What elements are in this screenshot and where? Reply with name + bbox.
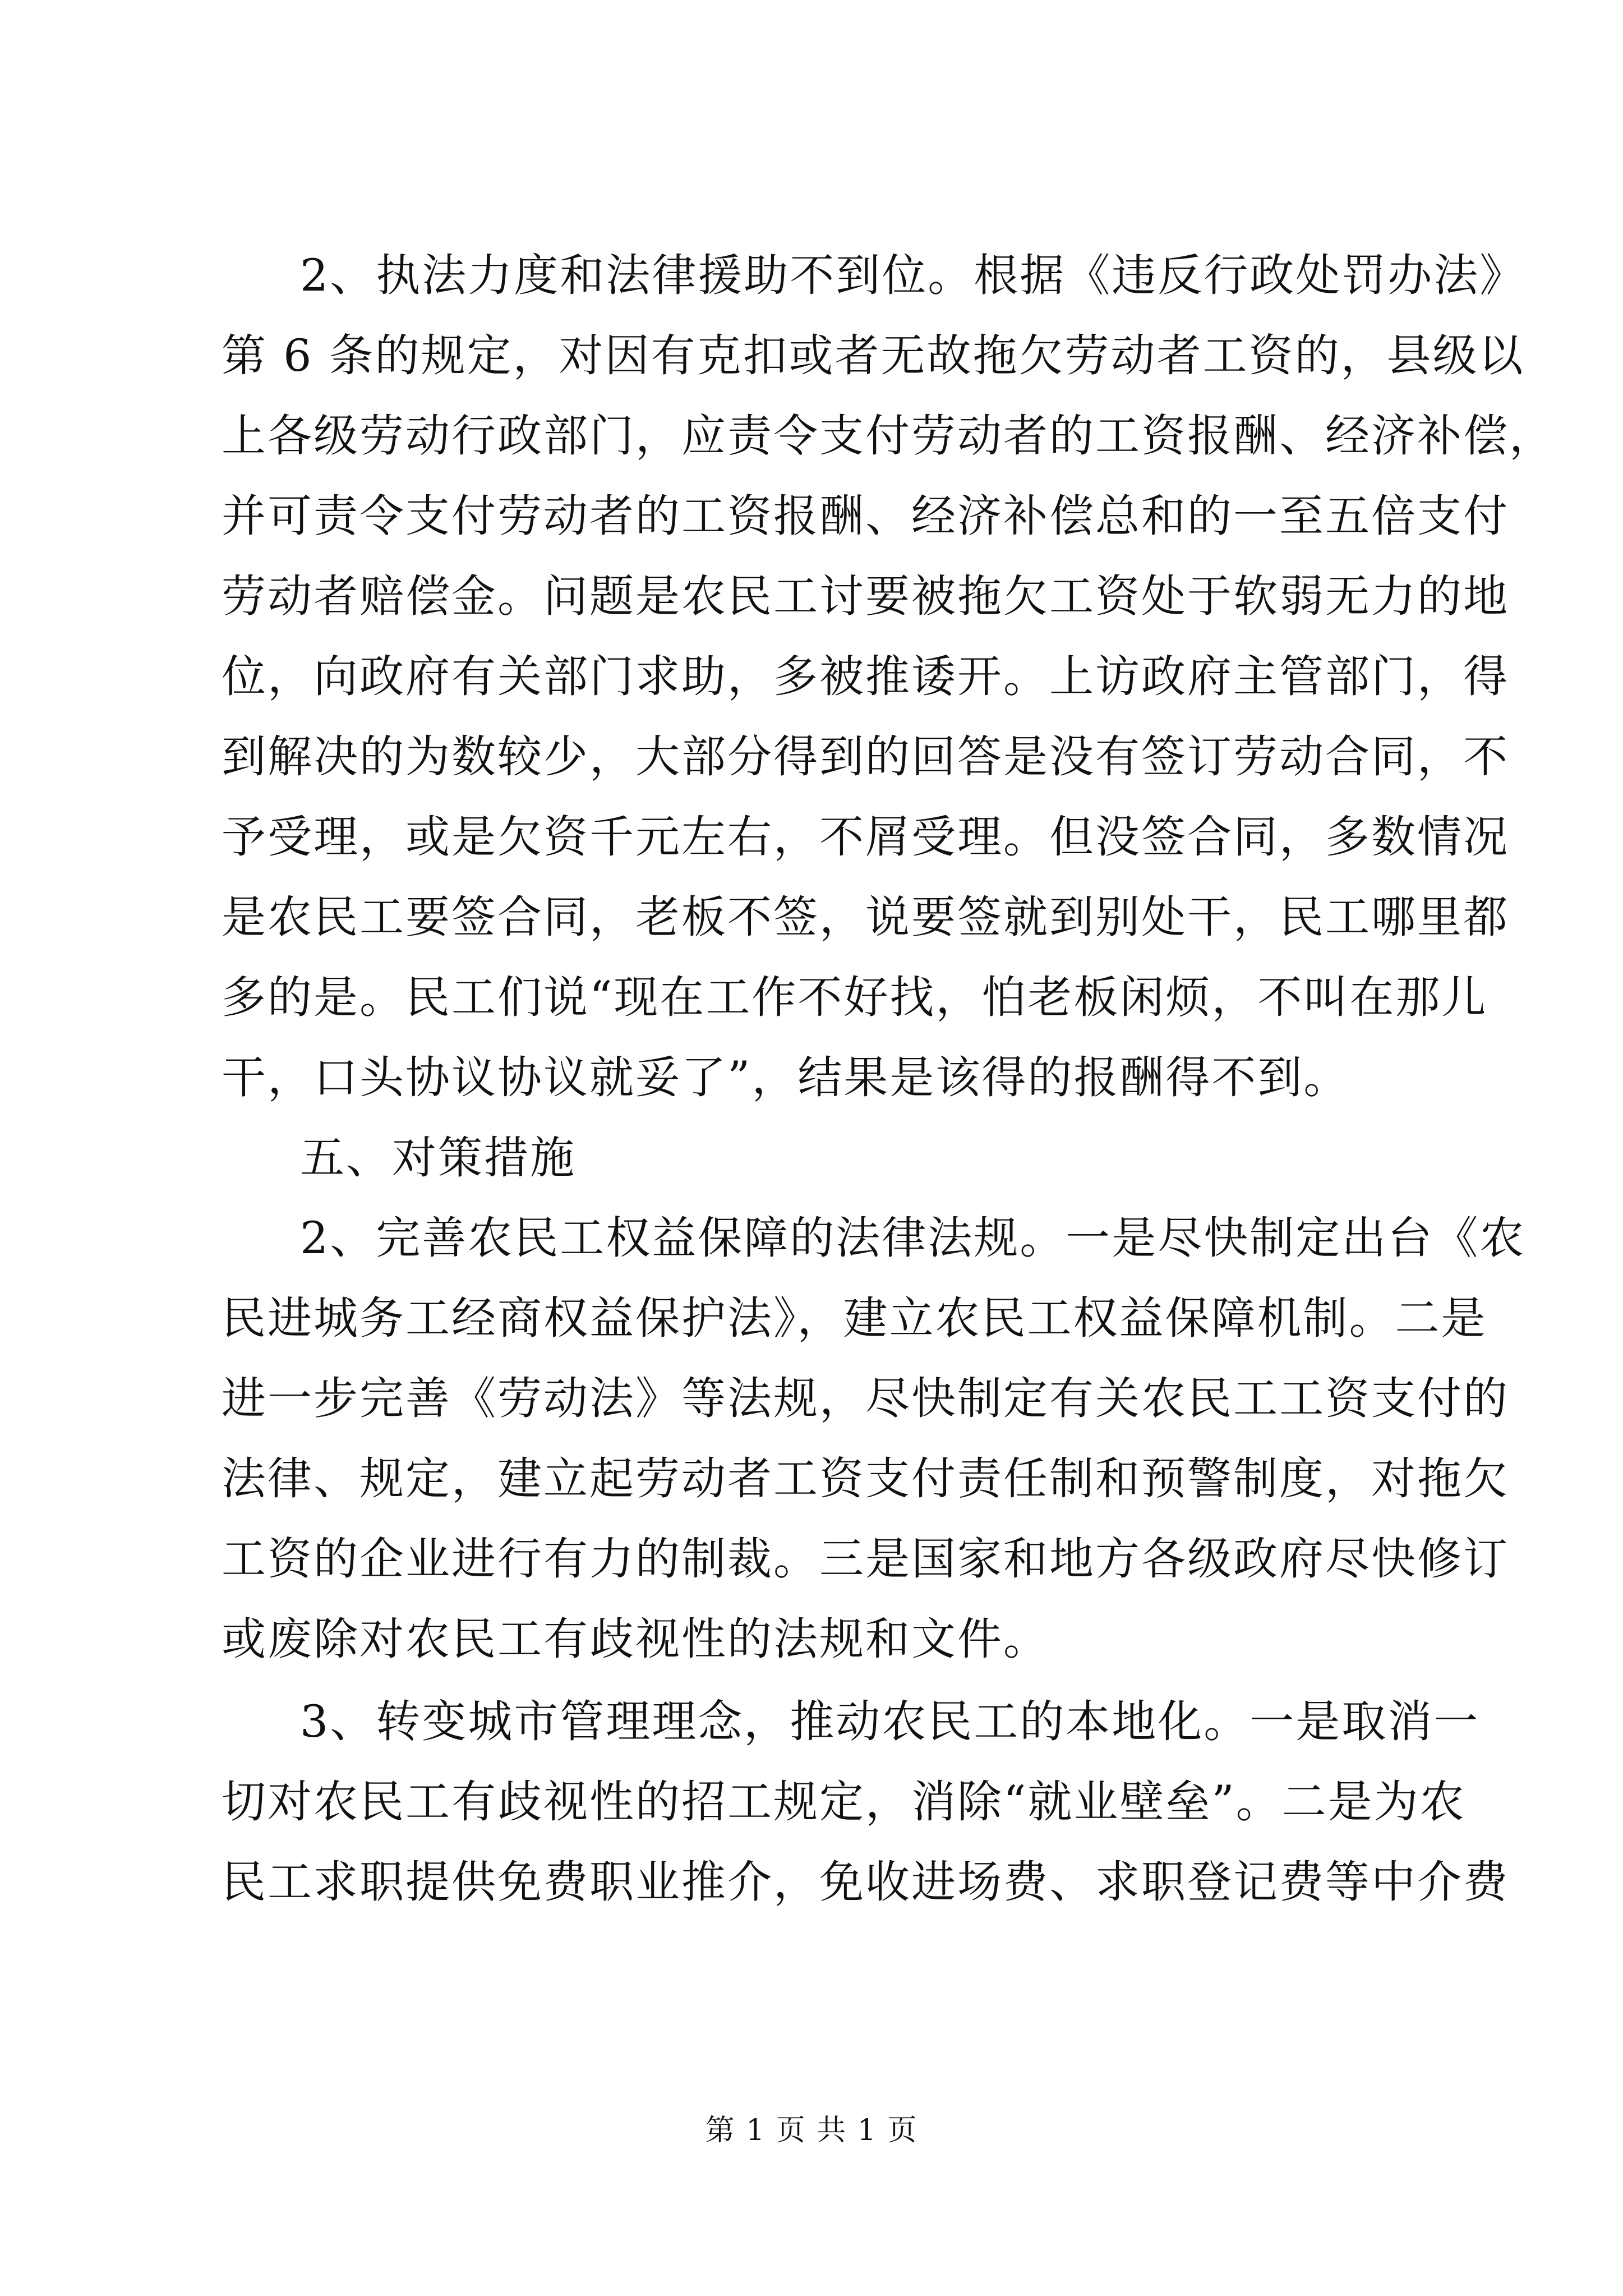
text-line: 多的是。民工们说“现在工作不好找，怕老板闲烦，不叫在那儿 [222,972,1488,1023]
document-body [222,236,1555,1922]
paragraph [222,1198,1526,1680]
text-line: 2、执法力度和法律援助不到位。根据《违反行政处罚办法》 [300,250,1526,301]
text-line: 干，口头协议协议就妥了”，结果是该得的报酬得不到。 [222,1052,1350,1103]
text-line: 到解决的为数较少，大部分得到的回答是没有签订劳动合同，不 [222,731,1509,783]
text-line: 2、完善农民工权益保障的法律法规。一是尽快制定出台《农 [300,1212,1526,1264]
section-heading-text: 五、对策措施 [300,1132,576,1184]
text-line: 并可责令支付劳动者的工资报酬、经济补偿总和的一至五倍支付 [222,490,1509,542]
text-line: 民工求职提供免费职业推介，免收进场费、求职登记费等中介费 [222,1856,1509,1908]
text-line: 法律、规定，建立起劳动者工资支付责任制和预警制度，对拖欠 [222,1453,1509,1504]
section-heading [222,1118,1424,1198]
text-line: 进一步完善《劳动法》等法规，尽快制定有关农民工工资支付的 [222,1373,1509,1424]
text-line: 予受理，或是欠资千元左右，不屑受理。但没签合同，多数情况 [222,811,1509,863]
page-number: 第 1 页 共 1 页 [705,2114,918,2147]
text-line: 或废除对农民工有歧视性的法规和文件。 [222,1613,1049,1665]
text-line: 工资的企业进行有力的制裁。三是国家和地方各级政府尽快修订 [222,1533,1509,1585]
text-line: 劳动者赔偿金。问题是农民工讨要被拖欠工资处于软弱无力的地 [222,570,1509,622]
text-line: 第 6 条的规定，对因有克扣或者无故拖欠劳动者工资的，县级以 [222,330,1525,381]
paragraph [222,1682,1509,1922]
text-line: 位，向政府有关部门求助，多被推诿开。上访政府主管部门，得 [222,651,1509,702]
paragraph [222,236,1555,1118]
text-line: 上各级劳动行政部门，应责令支付劳动者的工资报酬、经济补偿， [222,410,1555,462]
text-line: 3、转变城市管理理念，推动农民工的本地化。一是取消一 [300,1696,1480,1747]
text-line: 民进城务工经商权益保护法》，建立农民工权益保障机制。二是 [222,1292,1487,1344]
text-line: 切对农民工有歧视性的招工规定，消除“就业壁垒”。二是为农 [222,1776,1466,1828]
text-line: 是农民工要签合同，老板不签，说要签就到别处干，民工哪里都 [222,891,1509,943]
